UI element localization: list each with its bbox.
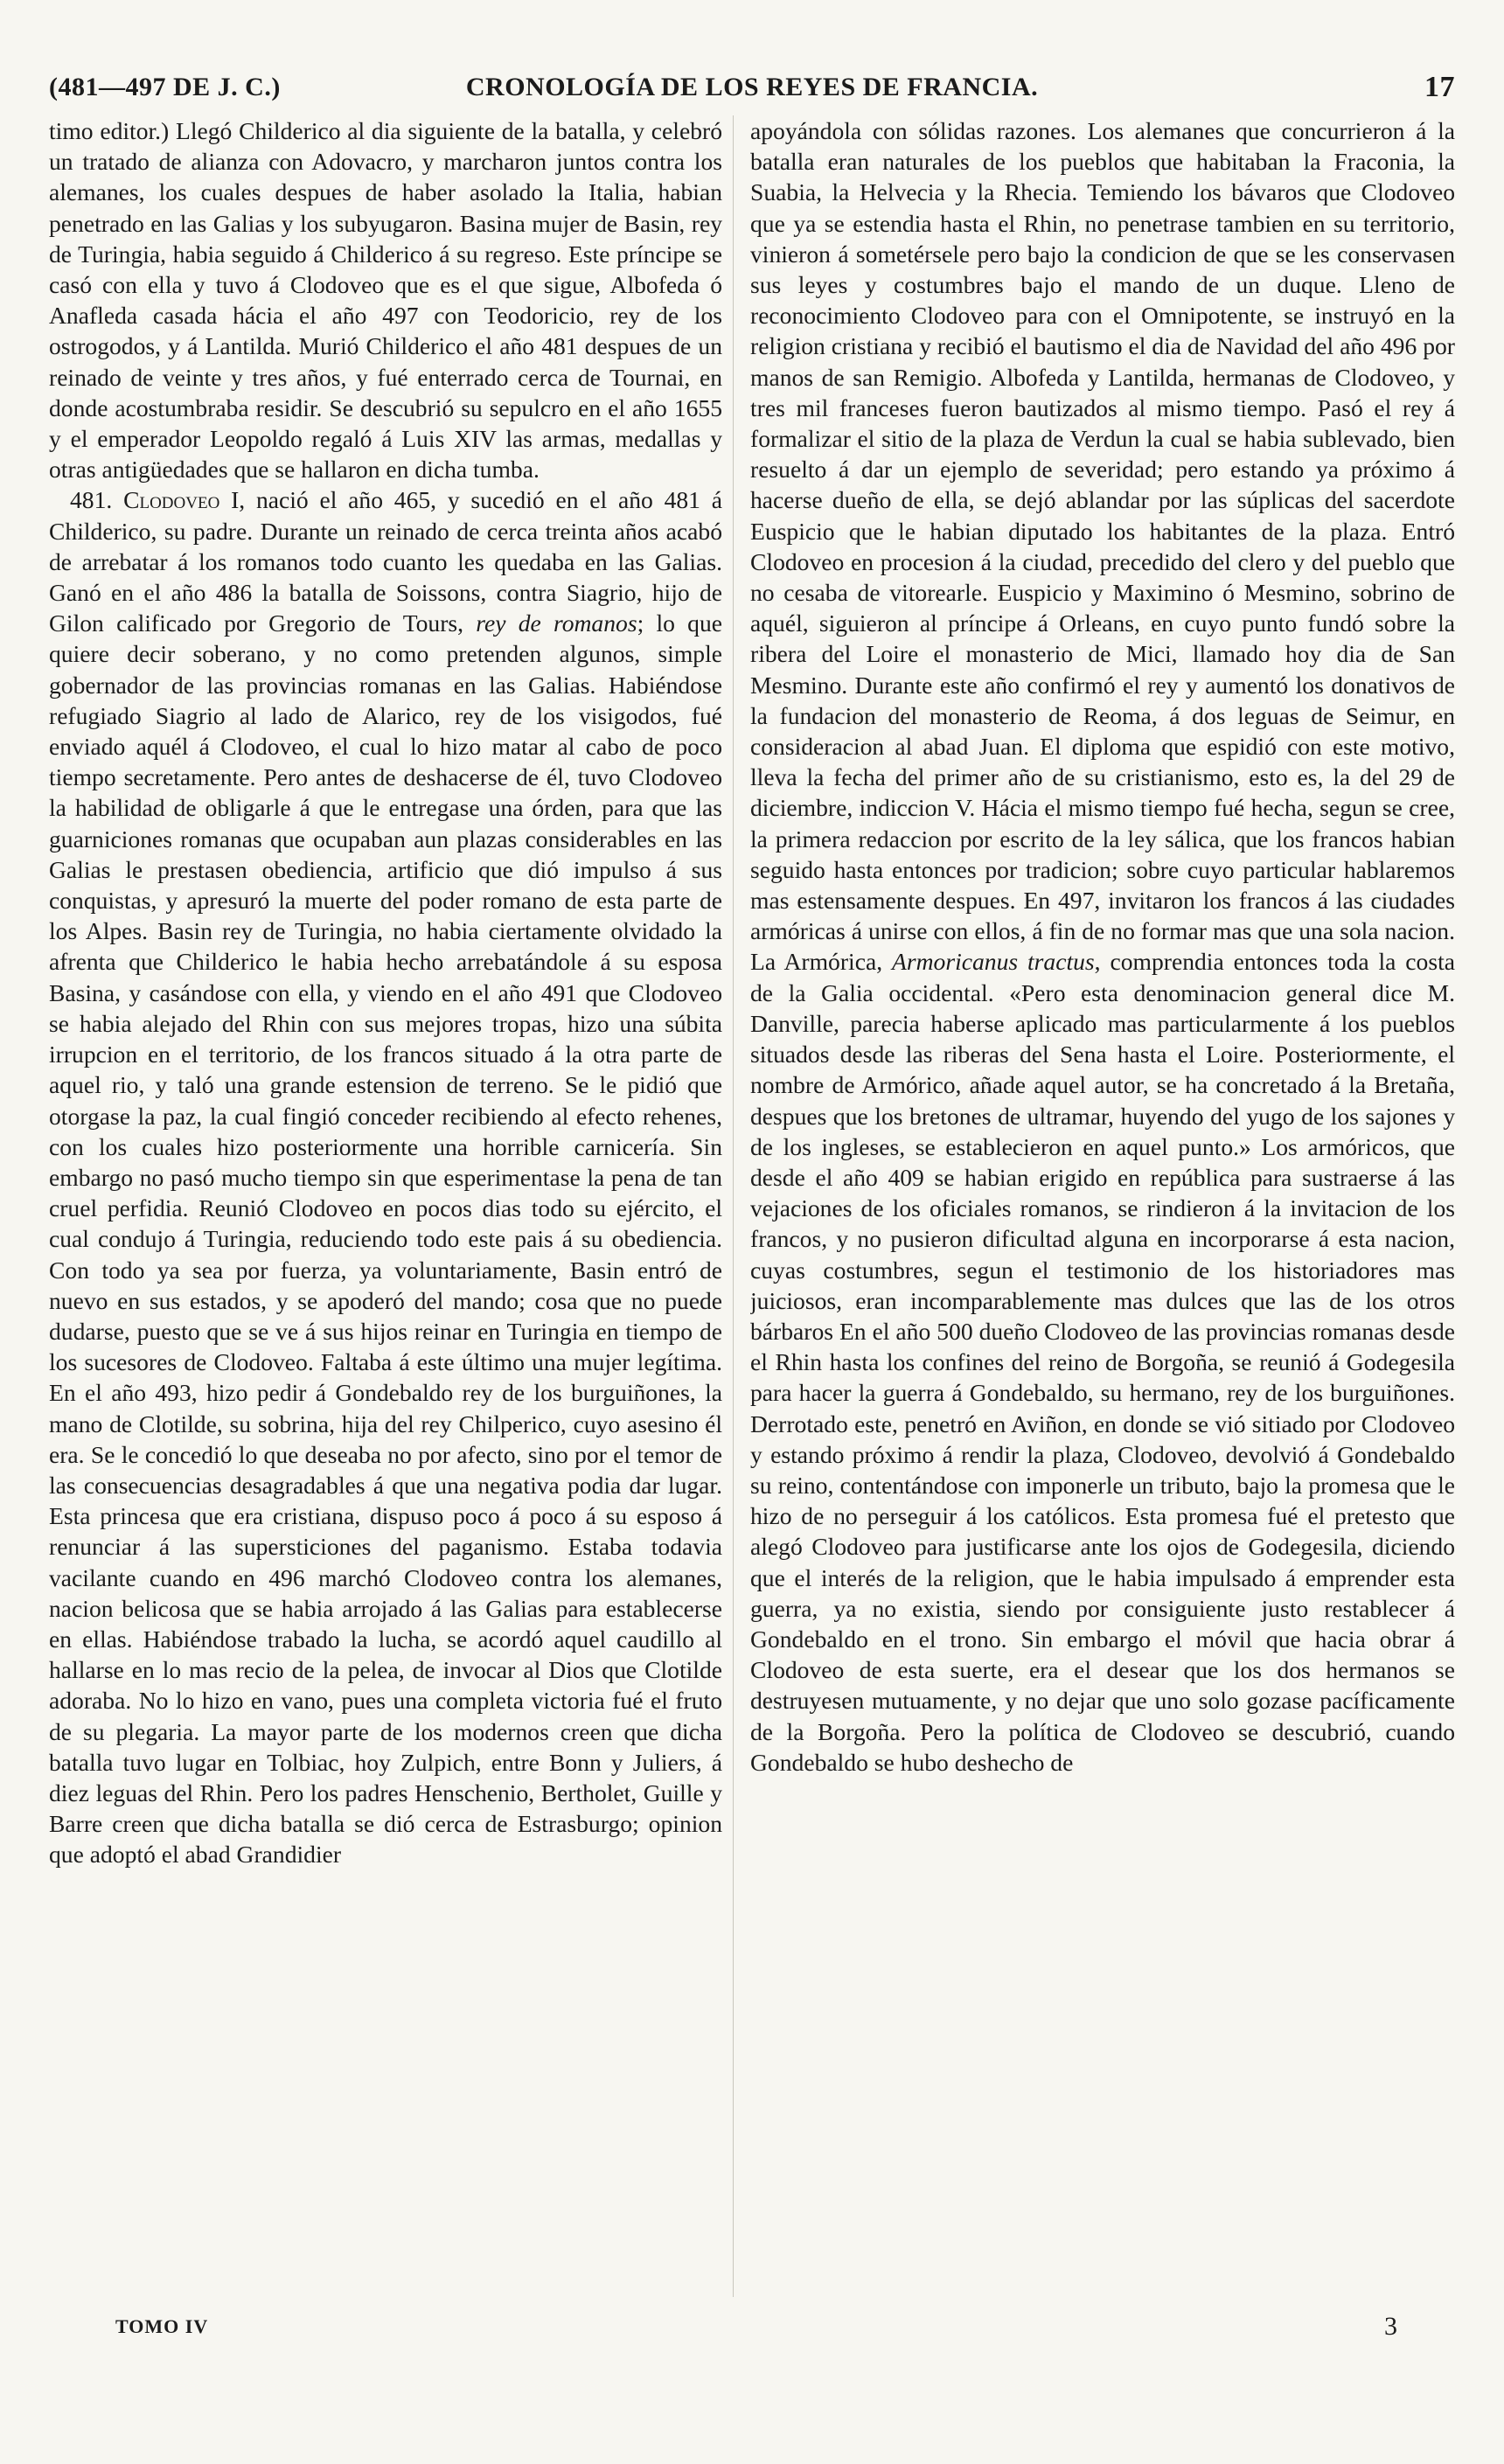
header-date-range: (481—497 DE J. C.) xyxy=(49,73,281,101)
paragraph-clodoveo xyxy=(49,484,722,1869)
running-header xyxy=(49,68,1455,107)
entry-number: 481. xyxy=(70,486,113,514)
italic-term: Armoricanus tractus xyxy=(892,948,1095,976)
paragraph-continuation xyxy=(750,115,1455,1778)
paragraph-childerico-end: timo editor.) Llegó Childerico al dia siguiente de la batalla, y celebró un tratado de alianza con Adovacro, y marcharon juntos contra los alemanes, los cuales despues de haber asolado la Italia, habian penetrado en las Galias y los subyugaron. Basina mujer de Basin, rey de Turingia, habia seguido á Childerico á su regreso. Este príncipe se casó con ella y tuvo á Clodoveo que es el que sigue, Albofeda ó Anafleda casada hácia el año 497 con Teodoricio, rey de los ostrogodos, y á Lantilda. Murió Childerico el año 481 despues de un reinado de veinte y tres años, y fué enterrado cerca de Tournai, en donde acostumbraba residir. Se descubrió su sepulcro en el año 1655 y el emperador Leopoldo regaló á Luis XIV las armas, medallas y otras antigüedades que se hallaron en dicha tumba. xyxy=(49,117,722,484)
paragraph-text-part1: apoyándola con sólidas razones. Los alemanes que concurrieron á la batalla eran naturales de los pueblos que habitaban la Fraconia, la Suabia, la Helvecia y la Rhecia. Temiendo los bávaros que Clodoveo que ya se estendia hasta el Rhin, no penetrase tambien en su territorio, vinieron á sometérsele pero bajo la condicion de que se les conservasen sus leyes y costumbres bajo el mando de un duque. Lleno de reconocimiento Clodoveo para con el Omnipotente, se instruyó en la religion cristiana y recibió el bautismo el dia de Navidad del año 496 por manos de san Remigio. Albofeda y Lantilda, hermanas de Clodoveo, y tres mil franceses fueron bautizados al mismo tiempo. Pasó el rey á formalizar el sitio de la plaza de Verdun la cual se habia sublevado, bien resuelto á dar un ejemplo de severidad; pero estando ya próximo á hacerse dueño de ella, se dejó ablandar por las súplicas del sacerdote Euspicio que le habian diputado los habitantes de la plaza. Entró Clodoveo en procesion á la ciudad, precedido del clero y del pueblo que no cesaba de vitorearle. Euspicio y Maximino ó Mesmino, sobrino de aquél, siguieron al príncipe á Orleans, en cuyo punto fundó sobre la ribera del Loire el monasterio de Mici, llamado hoy dia de San Mesmino. Durante este año confirmó el rey y aumentó los donativos de la fundacion del monasterio de Reoma, á dos leguas de Seimur, en consideracion al abad Juan. El diploma que espidió con este motivo, lleva la fecha del primer año de su cristianismo, esto es, la del 29 de diciembre, indiccion V. Hácia el mismo tiempo fué hecha, segun se cree, la primera redaccion por escrito de la ley sálica, que los francos habian seguido hasta entonces por tradicion; sobre cuyo particular hablaremos mas estensamente despues. En 497, invitaron los francos á las ciudades armóricas á unirse con ellos, á fin de no formar mas que una sola nacion. La Armórica, xyxy=(750,117,1455,976)
paragraph-text: I, nació el año 465, y sucedió en el año 481 á Childerico, su padre. Durante un reinado de cerca treinta años acabó de arrebatar á los romanos todo cuanto les quedaba en las Galias. Ganó en el año 486 la batalla de Soissons, contra Siagrio, hijo de Gilon calificado por Gregorio de Tours, xyxy=(49,486,722,637)
page-footer xyxy=(49,2312,1455,2350)
header-title: CRONOLOGÍA DE LOS REYES DE FRANCIA. xyxy=(465,73,1039,101)
right-column xyxy=(750,115,1455,2310)
paragraph-text-rest: ; lo que quiere decir soberano, y no como pretenden algunos, simple gobernador de las provincias romanas en las Galias. Habiéndose refugiado Siagrio al lado de Alarico, rey de los visigodos, fué enviado aquél á Clodoveo, el cual lo hizo matar al cabo de poco tiempo secretamente. Pero antes de deshacerse de él, tuvo Clodoveo la habilidad de obligarle á que le entregase una órden, para que las guarniciones romanas que ocupaban aun plazas considerables en las Galias le prestasen obediencia, artificio que dió impulso á sus conquistas, y apresuró la muerte del poder romano de esta parte de los Alpes. Basin rey de Turingia, no habia ciertamente olvidado la afrenta que Childerico le habia hecho arrebatándole á su esposa Basina, y casándose con ella, y viendo en el año 491 que Clodoveo se habia alejado del Rhin con sus mejores tropas, hizo una súbita irrupcion en el territorio, de los francos situado á la otra parte de aquel rio, y taló una grande estension de terreno. Se le pidió que otorgase la paz, la cual fingió conceder recibiendo al efecto rehenes, con los cuales hizo posteriormente una horrible carnicería. Sin embargo no pasó mucho tiempo sin que esperimentase la pena de tan cruel perfidia. Reunió Clodoveo en pocos dias todo su ejército, el cual condujo á Turingia, reduciendo todo este pais á su obediencia. Con todo ya sea por fuerza, ya voluntariamente, Basin entró de nuevo en sus estados, y se apoderó del mando; cosa que no puede dudarse, puesto que se ve á sus hijos reinar en Turingia en tiempo de los sucesores de Clodoveo. Faltaba á este último una mujer legítima. En el año 493, hizo pedir á Gondebaldo rey de los burguiñones, la mano de Clotilde, su sobrina, hija del rey Chilperico, cuyo asesino él era. Se le concedió lo que deseaba no por afecto, sino por el temor de las consecuencias desagradables á que una negativa podia dar lugar. Esta princesa que era cristiana, dispuso poco á poco á su esposo á renunciar á las supersticiones del paganismo. Estaba todavia vacilante cuando en 496 marchó Clodoveo contra los alemanes, nacion belicosa que se habia arrojado á las Galias para establecerse en ellas. Habiéndose trabado la lucha, se acordó aquel caudillo al hallarse en lo mas recio de la pelea, de invocar al Dios que Clotilde adoraba. No lo hizo en vano, pues una completa victoria fué el fruto de su plegaria. La mayor parte de los modernos creen que dicha batalla tuvo lugar en Tolbiac, hoy Zulpich, entre Bonn y Juliers, á diez leguas del Rhin. Pero los padres Henschenio, Bertholet, Guille y Barre creen que dicha batalla se dió cerca de Estrasburgo; opinion que adoptó el abad Grandidier xyxy=(49,609,722,1869)
page-number: 17 xyxy=(1424,71,1455,103)
column-divider xyxy=(733,115,734,2297)
left-column xyxy=(49,115,722,2310)
volume-signature: TOMO IV xyxy=(115,2315,209,2337)
signature-mark: 3 xyxy=(1384,2312,1397,2341)
italic-quote: rey de romanos xyxy=(476,609,637,637)
paragraph-text-part2: , comprendia entonces toda la costa de la Galia occidental. «Pero esta denominacion general dice M. Danville, parecia haberse aplicado mas particularmente á los pueblos situados desde las riberas del Sena hasta el Loire. Posteriormente, el nombre de Armórico, añade aquel autor, se ha concretado á la Bretaña, despues que los bretones de ultramar, huyendo del yugo de los sajones y de los ingleses, se establecieron en aquel punto.» Los armóricos, que desde el año 409 se habian erigido en república para sustraerse á las vejaciones de los oficiales romanos, se rindieron á la invitacion de los francos, y no pusieron dificultad alguna en incorporarse á esta nacion, cuyas costumbres, segun el testimonio de los historiadores mas juiciosos, eran incomparablemente mas dulces que las de los otros bárbaros En el año 500 dueño Clodoveo de las provincias romanas desde el Rhin hasta los confines del reino de Borgoña, se reunió á Godegesila para hacer la guerra á Gondebaldo, su hermano, rey de los burguiñones. Derrotado este, penetró en Aviñon, en donde se vió sitiado por Clodoveo y estando próximo á rendir la plaza, Clodoveo, devolvió á Gondebaldo su reino, contentándose con imponerle un tributo, bajo la promesa que le hizo de no perseguir á los católicos. Esta promesa fué el pretesto que alegó Clodoveo para justificarse ante los ojos de Godegesila, diciendo que el interés de la religion, que le habia impulsado á emprender esta guerra, ya no existia, siendo por consiguiente justo restablecer á Gondebaldo en el trono. Sin embargo el móvil que hacia obrar á Clodoveo de esta suerte, era el desear que los dos hermanos se destruyesen mutuamente, y no dejar que uno solo gozase pacíficamente de la Borgoña. Pero la política de Clodoveo se descubrió, cuando Gondebaldo se hubo deshecho de xyxy=(750,948,1455,1776)
entry-name: Clodoveo xyxy=(123,486,220,514)
